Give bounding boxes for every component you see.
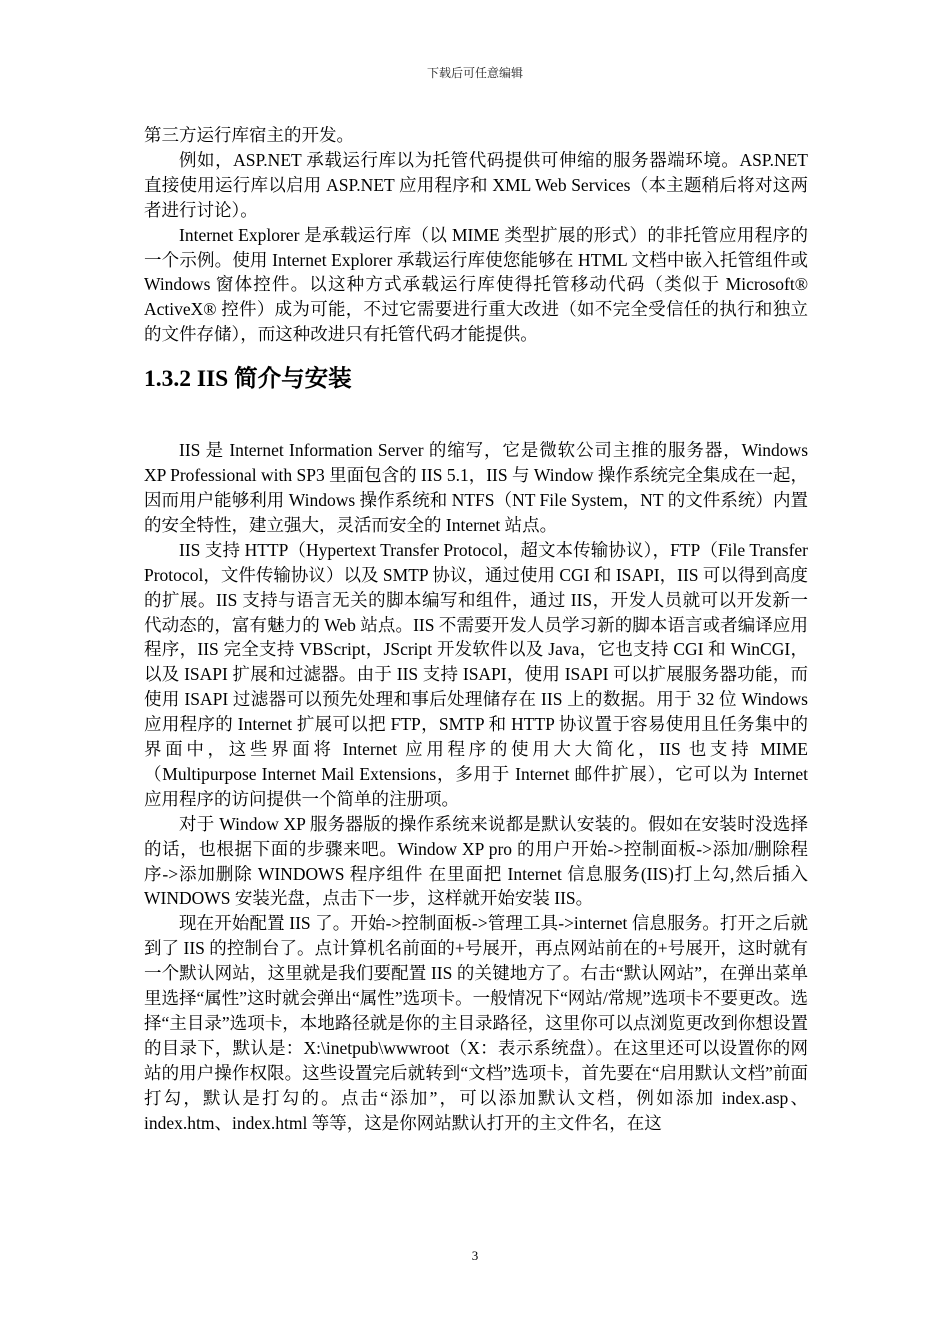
paragraph-iis-protocols: IIS 支持 HTTP（Hypertext Transfer Protocol，超文本传输协议），FTP（File Transfer Protocol，文件传输协议）以及 SMTP 协议，通过使用 CGI 和 ISAPI，IIS 可以得到高度的扩展。IIS 支持与语言无关的脚本编写和组件，通过 IIS，开发人员就可以开发新一代动态的，富有魅力的 Web 站点。IIS 不需要开发人员学习新的脚本语言或者编译应用程序，IIS 完全支持 VBScript，JScript 开发软件以及 Java，它也支持 CGI 和 WinCGI，以及 ISAPI 扩展和过滤器。由于 IIS 支持 ISAPI，使用 ISAPI 可以扩展服务器功能，而使用 ISAPI 过滤器可以预先处理和事后处理储存在 IIS 上的数据。用于 32 位 Windows 应用程序的 Internet 扩展可以把 FTP，SMTP 和 HTTP 协议置于容易使用且任务集中的界面中，这些界面将 Internet 应用程序的使用大大简化，IIS 也支持 MIME（Multipurpose Internet Mail Extensions，多用于 Internet 邮件扩展），它可以为 Internet 应用程序的访问提供一个简单的注册项。 — [144, 539, 808, 809]
section-heading: 1.3.2 IIS 简介与安装 — [144, 366, 352, 393]
paragraph-iis-intro: IIS 是 Internet Information Server 的缩写，它是微软公司主推的服务器，Windows XP Professional with SP3 里面包含的 IIS 5.1，IIS 与 Window 操作系统完全集成在一起，因而用户能够利用 Windows 操作系统和 NTFS（NT File System，NT 的文件系统）内置的安全特性，建立强大，灵活而安全的 Internet 站点。 — [144, 440, 808, 535]
paragraph-aspnet: 例如，ASP.NET 承载运行库以为托管代码提供可伸缩的服务器端环境。ASP.NET 直接使用运行库以启用 ASP.NET 应用程序和 XML Web Services（本主题稍后将对这两者进行讨论）。 — [144, 149, 809, 220]
paragraph-continuation: 第三方运行库宿主的开发。 — [144, 125, 354, 145]
page-number: 3 — [471, 1248, 479, 1263]
paragraph-iis-config: 现在开始配置 IIS 了。开始->控制面板->管理工具->internet 信息服务。打开之后就到了 IIS 的控制台了。点计算机名前面的+号展开，再点网站前在的+号展开，这时就有一个默认网站，这里就是我们要配置 IIS 的关键地方了。右击“默认网站”，在弹出菜单里选择“属性”这时就会弹出“属性”选项卡。一般情况下“网站/常规”选项卡不要更改。选择“主目录”选项卡，本地路径就是你的主目录路径，这里你可以点浏览更改到你想设置的目录下，默认是：X:\inetpub\wwwroot（X：表示系统盘）。在这里还可以设置你的网站的用户操作权限。这些设置完后就转到“文档”选项卡，首先要在“启用默认文档”前面打勾，默认是打勾的。点击“添加”，可以添加默认文档，例如添加 index.asp、index.htm、index.html 等等，这是你网站默认打开的主文件名，在这 — [144, 913, 808, 1133]
document-body — [144, 123, 808, 1136]
page-header: 下载后可任意编辑 — [426, 66, 523, 80]
paragraph-internet-explorer: Internet Explorer 是承载运行库（以 MIME 类型扩展的形式）的非托管应用程序的一个示例。使用 Internet Explorer 承载运行库使您能够在 HTML 文档中嵌入托管组件或 Windows 窗体控件。以这种方式承载运行库使得托管移动代码（类似于 Microsoft® ActiveX® 控件）成为可能，不过它需要进行重大改进（如不完全受信任的执行和独立的文件存储），而这种改进只有托管代码才能提供。 — [144, 224, 808, 345]
paragraph-iis-install: 对于 Window XP 服务器版的操作系统来说都是默认安装的。假如在安装时没选择的话，也根据下面的步骤来吧。Window XP pro 的用户开始->控制面板->添加/删除程序->添加删除 WINDOWS 程序组件 在里面把 Internet 信息服务(IIS)打上勾,然后插入 WINDOWS 安装光盘，点击下一步，这样就开始安装 IIS。 — [144, 813, 808, 909]
